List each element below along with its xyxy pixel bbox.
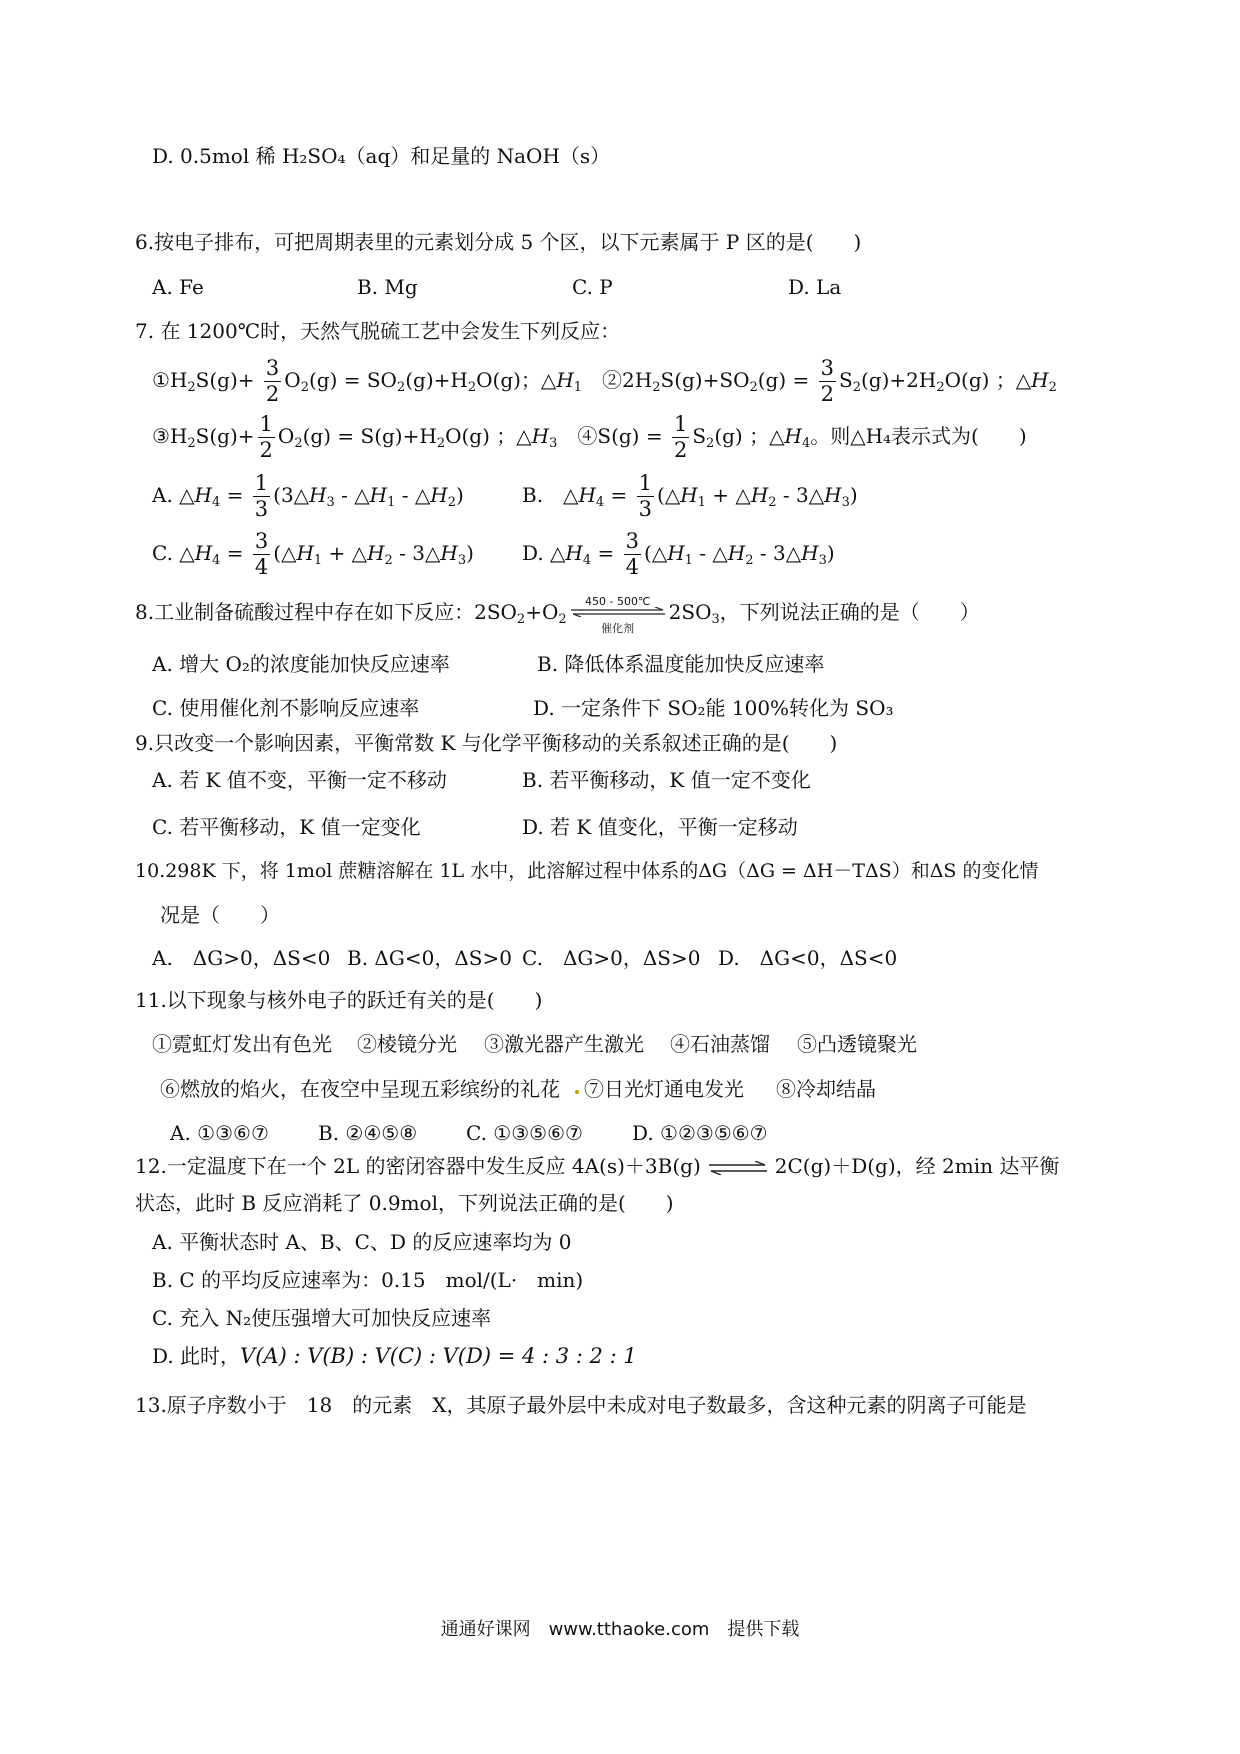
q10-stem-line-1: 10.298K 下，将 1mol 蔗糖溶解在 1L 水中，此溶解过程中体系的ΔG（ΔG = ΔH－TΔS）和ΔS 的变化情 xyxy=(135,860,1039,882)
q11-item-1: ①霓虹灯发出有色光 xyxy=(152,1032,332,1056)
q12-stem-line-2: 状态，此时 B 反应消耗了 0.9mol，下列说法正确的是( ) xyxy=(135,1191,674,1215)
q11-item-2: ②棱镜分光 xyxy=(357,1032,457,1056)
q7-stem: 7. 在 1200℃时，天然气脱硫工艺中会发生下列反应： xyxy=(135,319,621,343)
q11-item-7: ⑦日光灯通电发光 xyxy=(584,1077,744,1101)
q12-option-a: A. 平衡状态时 A、B、C、D 的反应速率均为 0 xyxy=(152,1230,572,1254)
q6-option-c: C. P xyxy=(572,275,613,299)
q11-item-8: ⑧冷却结晶 xyxy=(776,1077,876,1101)
q11-option-c: C. ①③⑤⑥⑦ xyxy=(466,1121,583,1145)
q11-item-4: ④石油蒸馏 xyxy=(670,1032,770,1056)
q11-option-a: A. ①③⑥⑦ xyxy=(170,1121,269,1145)
q9-option-c: C. 若平衡移动，K 值一定变化 xyxy=(152,815,421,839)
q12-stem-line-1: 12.一定温度下在一个 2L 的密闭容器中发生反应 4A(s)＋3B(g) 2C(g)＋D(g)，经 2min 达平衡 xyxy=(135,1154,1060,1178)
q11-item-5: ⑤凸透镜聚光 xyxy=(797,1032,917,1056)
page-footer: 通通好课网 www.tthaoke.com 提供下载 xyxy=(440,1619,800,1640)
q9-option-b: B. 若平衡移动，K 值一定不变化 xyxy=(522,768,811,792)
q12-option-b: B. C 的平均反应速率为：0.15 mol/(L· min) xyxy=(152,1268,584,1292)
q9-option-a: A. 若 K 值不变，平衡一定不移动 xyxy=(152,768,447,792)
q8-option-d: D. 一定条件下 SO₂能 100%转化为 SO₃ xyxy=(533,696,894,720)
q7-reaction-line-1: $①H_2S(g)+$ $\frac{3}{2}$ $O_2(g) = SO_2(g)+H_2O(g)$；$\triangle H_1$ $②2H_2S(g)+SO_2(g)$ = $\frac{3}{2}$ $S_2(g)+2H_2O(g)$ ；$\triangle H_2$ xyxy=(152,356,1057,406)
q6-option-a: A. Fe xyxy=(152,275,204,299)
q6-option-b: B. Mg xyxy=(357,275,418,299)
q10-option-c: C. ΔG>0，ΔS>0 xyxy=(522,946,701,970)
q7-option-b: B. $\triangle H_4$ = $\frac{1}{3}$ ($\triangle H_1$ + $\triangle H_2$ - $3\triangle H_3$) xyxy=(522,471,858,521)
q7-option-a: A. $\triangle H_4$ = $\frac{1}{3}$ ($3\triangle H_3$ - $\triangle H_1$ - $\triangle H_2$) xyxy=(152,471,464,521)
q8-option-a: A. 增大 O₂的浓度能加快反应速率 xyxy=(152,652,450,676)
q11-item-6: ⑥燃放的焰火，在夜空中呈现五彩缤纷的礼花 xyxy=(160,1077,560,1101)
q8-option-b: B. 降低体系温度能加快反应速率 xyxy=(537,652,825,676)
q10-stem-line-2: 况是（ ） xyxy=(160,903,280,927)
q11-option-d: D. ①②③⑤⑥⑦ xyxy=(632,1121,768,1145)
stray-mark xyxy=(575,1090,579,1094)
q9-stem: 9.只改变一个影响因素，平衡常数 K 与化学平衡移动的关系叙述正确的是( ) xyxy=(135,731,838,755)
q8-option-c: C. 使用催化剂不影响反应速率 xyxy=(152,696,420,720)
q7-option-c: C. $\triangle H_4$ = $\frac{3}{4}$ ($\triangle H_1$ + $\triangle H_2$ - $3\triangle H_3$) xyxy=(152,529,474,579)
q7-reaction-line-2: $③H_2S(g)+$ $\frac{1}{2}$ $O_2(g) = S(g)+H_2O(g)$ ；$\triangle H_3$ ④S(g) = $\frac{1}{2}$ $S_2(g)$ ；$\triangle H_4$。则△H₄表示式为( ) xyxy=(152,412,1027,462)
q7-option-d: D. $\triangle H_4$ = $\frac{3}{4}$ ($\triangle H_1$ - $\triangle H_2$ - $3\triangle H_3$) xyxy=(522,529,835,579)
q6-option-d: D. La xyxy=(788,275,842,299)
q8-stem: 8.工业制备硫酸过程中存在如下反应：$2SO_2+O_2$ 450 - 500℃ 催化剂 $2SO_3$，下列说法正确的是（ ） xyxy=(135,594,980,635)
q13-stem: 13.原子序数小于 18 的元素 X，其原子最外层中未成对电子数最多，含这种元素的阴离子可能是 xyxy=(135,1393,1027,1417)
reaction-arrow: 450 - 500℃ 催化剂 xyxy=(569,602,667,626)
q10-option-a: A. ΔG>0，ΔS<0 xyxy=(152,946,331,970)
q5-option-d: D. 0.5mol 稀 H₂SO₄（aq）和足量的 NaOH（s） xyxy=(152,144,611,168)
q11-option-b: B. ②④⑤⑧ xyxy=(318,1121,418,1145)
q10-option-d: D. ΔG<0，ΔS<0 xyxy=(718,946,898,970)
q12-option-c: C. 充入 N₂使压强增大可加快反应速率 xyxy=(152,1306,492,1330)
q11-stem: 11.以下现象与核外电子的跃迁有关的是( ) xyxy=(135,988,543,1012)
equilibrium-arrow xyxy=(707,1161,769,1175)
q10-option-b: B. ΔG<0，ΔS>0 xyxy=(347,946,512,970)
q6-stem: 6.按电子排布，可把周期表里的元素划分成 5 个区，以下元素属于 P 区的是( ) xyxy=(135,230,862,254)
q12-option-d: D. 此时，V(A) : V(B) : V(C) : V(D) = 4 : 3 : 2 : 1 xyxy=(152,1344,637,1368)
q9-option-d: D. 若 K 值变化，平衡一定移动 xyxy=(522,815,798,839)
q11-item-3: ③激光器产生激光 xyxy=(484,1032,644,1056)
